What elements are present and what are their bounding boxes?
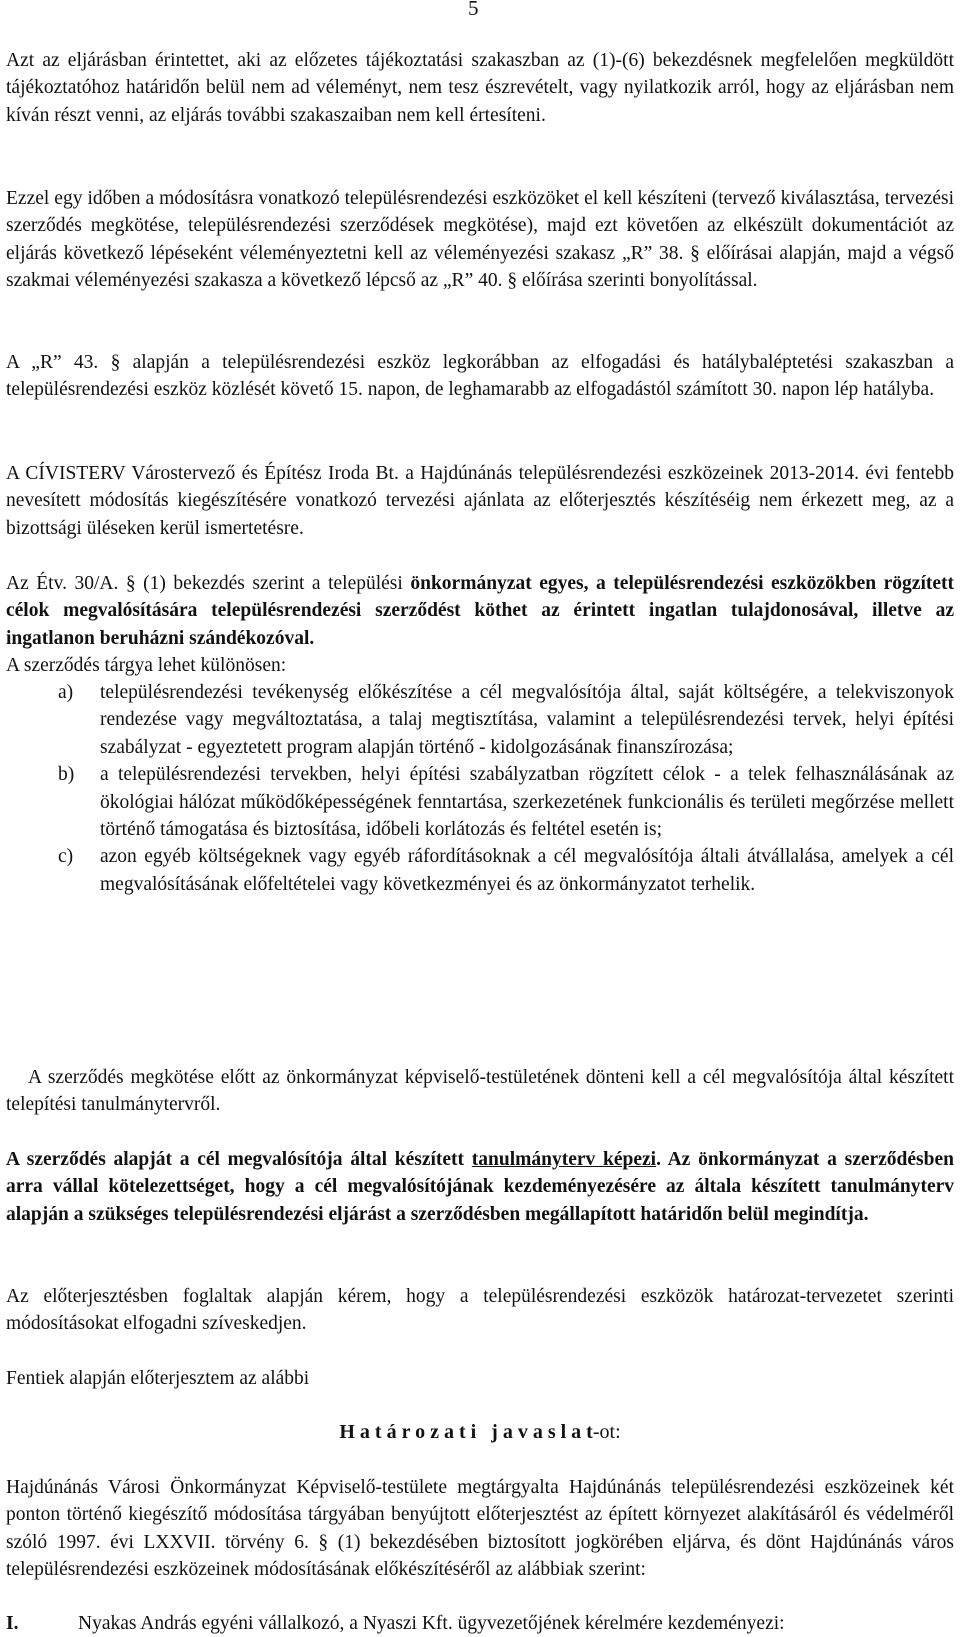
list-marker: a) (58, 682, 74, 703)
resolution-heading (0, 1419, 960, 1446)
etv-intro-text: Az Étv. 30/A. § (1) bekezdés szerint a települési (6, 573, 411, 594)
paragraph-proposal-intro: Fentiek alapján előterjesztem az alábbi (6, 1368, 310, 1389)
list-item-text: a településrendezési tervekben, helyi építési szabályzatban rögzített célok - a telek felhasználásának az ökológiai hálózat működőképességének fenntartása, szerkezetének funkcionális és területi megőrzése mellett történő támogatása és biztosítása, időbeli korlátozás és feltétel esetén is; (100, 764, 954, 841)
contract-subject-list (6, 679, 954, 898)
page-number: 5 (468, 0, 479, 20)
list-marker: b) (58, 764, 75, 786)
paragraph-study-plan (6, 1146, 954, 1228)
paragraph-design-offer: A CÍVISTERV Várostervező és Építész Iroda Bt. a Hajdúnánás településrendezési eszközeinek 2013-2014. évi fentebb nevesített módosítás kiegészítésére vonatkozó tervezési ajánlata az előterjesztés készítéséig nem érkezett meg, az a bizottsági üléseken kerül ismertetésre. (6, 463, 954, 539)
study-plan-underlined: tanulmányterv képezi (471, 1149, 657, 1170)
paragraph-contract-subject: A szerződés tárgya lehet különösen: (6, 655, 287, 676)
list-item (6, 761, 954, 843)
list-item (6, 843, 954, 898)
paragraph-council-decision: A szerződés megkötése előtt az önkormányzat képviselő-testületének dönteni kell a cél megvalósítója által készített telepítési tanulmánytervről. (6, 1067, 954, 1116)
list-item-text: településrendezési tevékenység előkészítése a cél megvalósítója által, saját költségére, a telekviszonyok rendezése vagy megváltoztatása, a talaj megtisztítása, valamint a településrendezési tervek, helyi építési szabályzat - egyeztetett program alapján történő - kidolgozásának finanszírozása; (100, 682, 954, 758)
paragraph-resolution-text: Hajdúnánás Városi Önkormányzat Képviselő-testülete megtárgyalta Hajdúnánás településrendezési eszközeinek két ponton történő kiegészítő módosítása tárgyában benyújtott előterjesztést az épített környezet alakításáról és védelméről szóló 1997. évi LXXVII. törvény 6. § (1) bekezdésében biztosított jogkörében eljárva, és dönt Hajdúnánás város településrendezési eszközeinek módosításának előkészítéséről az alábbiak szerint: (6, 1477, 954, 1581)
paragraph-etv-contract (6, 570, 954, 652)
paragraph-preparation: Ezzel egy időben a módosításra vonatkozó településrendezési eszközöket el kell készíteni (tervező kiválasztása, tervezési szerződés megkötése, településrendezési szerződések megkötése), majd ezt követően az elkészült dokumentációt az eljárás következő lépéseként véleményeztetni kell az véleményezési szakasz „R” 38. § előírásai alapján, majd a végső szakmai véleményezési szakasza a következő lépcső az „R” 40. § előírása szerinti bonyolítással. (6, 188, 954, 292)
etv-bold-text: önkormányzat egyes, a településrendezési eszközökben rögzített célok megvalósítására településrendezési szerződést köthet az érintett ingatlan tulajdonosával, illetve az ingatlanon beruházni szándékozóval. (6, 573, 954, 649)
roman-numeral: I. (6, 1613, 19, 1634)
study-plan-text-b: . Az önkormányzat a szerződésben arra vállal kötelezettséget, hogy a cél megvalósítójának kezdeményezésére az általa készített tanulmányterv alapján a szükséges településrendezési eljárást a szerződésben megállapított határidőn belül megindítja. (6, 1149, 954, 1225)
resolution-point-text: Nyakas András egyéni vállalkozó, a Nyaszi Kft. ügyvezetőjének kérelmére kezdeményezi: (78, 1613, 785, 1634)
paragraph-effective-date: A „R” 43. § alapján a településrendezési eszköz legkorábban az elfogadási és hatálybaléptetési szakaszban a településrendezési eszköz közlését követő 15. napon, de leghamarabb az elfogadástól számított 30. napon lép hatályba. (6, 352, 954, 401)
study-plan-text-a: A szerződés alapját a cél megvalósítója által készített (6, 1149, 472, 1170)
list-marker: c) (58, 846, 74, 868)
resolution-point-one (6, 1610, 954, 1637)
paragraph-notification: Azt az eljárásban érintettet, aki az előzetes tájékoztatási szakaszban az (1)-(6) bekezdésnek megfelelően megküldött tájékoztatóhoz határidőn belül nem ad véleményt, nem tesz észrevételt, vagy nyilatkozik arról, hogy az eljárásban nem kíván részt venni, az eljárás további szakaszaiban nem kell értesíteni. (6, 50, 954, 126)
list-item (6, 679, 954, 761)
resolution-heading-suffix: -ot: (592, 1421, 621, 1443)
resolution-heading-bold: H a t á r o z a t i j a v a s l a t (339, 1421, 593, 1443)
list-item-text: azon egyéb költségeknek vagy egyéb ráfordításoknak a cél megvalósítója általi átvállalása, amelyek a cél megvalósításának előfeltételei vagy következményei és az önkormányzatot terhelik. (100, 846, 954, 895)
paragraph-request: Az előterjesztésben foglaltak alapján kérem, hogy a településrendezési eszközök határozat-tervezetet szerinti módosításokat elfogadni szíveskedjen. (6, 1286, 954, 1335)
